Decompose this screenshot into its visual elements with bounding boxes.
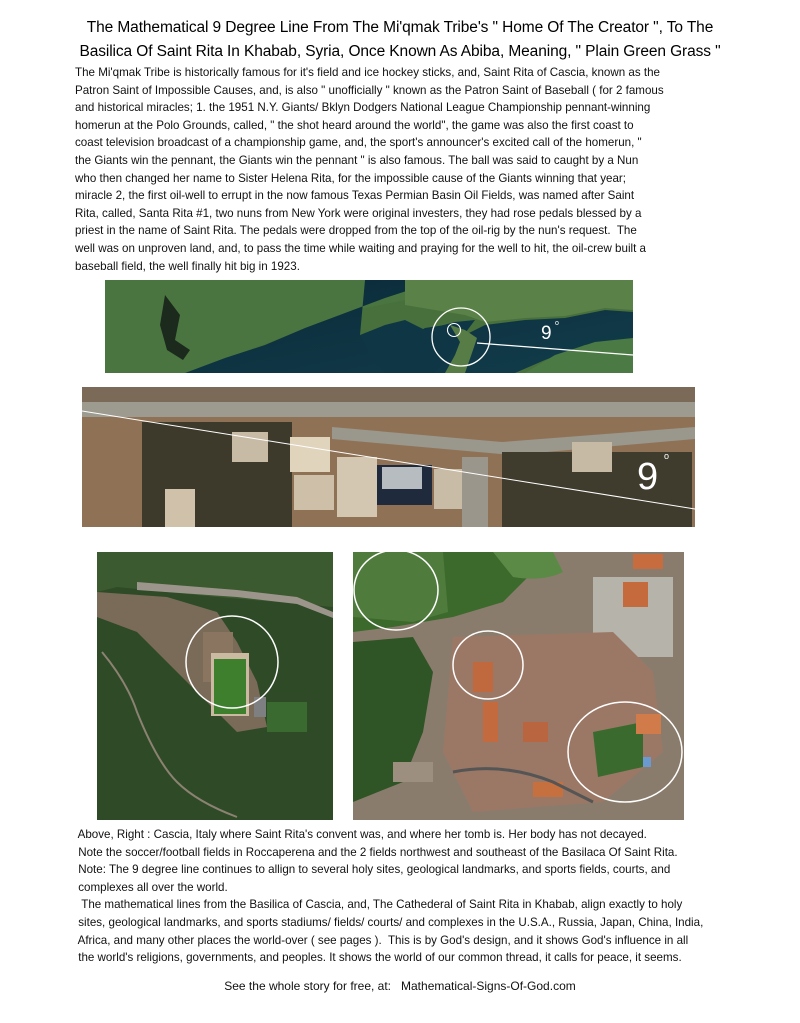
degree-label: 9 [541, 323, 552, 344]
notes-line: Africa, and many other places the world-over ( see pages ). This is by God's design, and it shows God's influence in all [75, 933, 689, 947]
notes-line: the world's religions, governments, and peoples. It shows the world of our common thread, it calls for peace, it seems. [75, 951, 682, 965]
footer-text: See the whole story for free, at: [224, 979, 392, 993]
title-line-1: The Mathematical 9 Degree Line From The Mi'qmak Tribe's " Home Of The Creator ", To The [86, 19, 714, 36]
satellite-photo-cascia [353, 552, 684, 820]
intro-line: homerun at the Polo Grounds, called, " the shot heard around the world", the game was also the first coast to [75, 118, 634, 132]
footer [0, 979, 800, 993]
intro-line: the Giants win the pennant, the Giants win the pennant " is also famous. The ball was said to caught by a Nun [75, 153, 639, 167]
intro-line: well was on unproven land, and, to pass the time while waiting and praying for the well to hit, the oil-crew built a [75, 241, 646, 255]
notes-paragraph [75, 826, 735, 967]
notes-line: Note the soccer/football fields in Roccaperena and the 2 fields northwest and southeast of the Basilaca Of Saint Rita. [75, 845, 678, 859]
intro-paragraph [75, 64, 735, 275]
notes-line: sites, geological landmarks, and sports stadiums/ fields/ courts/ and complexes in the U.S.A., Russia, Japan, China, India, [75, 915, 704, 929]
page-title [20, 16, 780, 64]
notes-line: complexes all over the world. [75, 880, 228, 894]
degree-symbol: o [664, 451, 670, 461]
satellite-photo-roccaperena [97, 552, 333, 820]
intro-line: who then changed her name to Sister Helena Rita, for the impossible cause of the Giants winning that year; [75, 171, 627, 185]
intro-line: Patron Saint of Impossible Causes, and, is also " unofficially " known as the Patron Saint of Baseball ( for 2 famous [75, 83, 664, 97]
satellite-map-khabab [82, 387, 695, 527]
intro-line: Rita, called, Santa Rita #1, two nuns from New York were original investers, they had rose pedals blessed by a [75, 206, 642, 220]
website-link[interactable]: Mathematical-Signs-Of-God.com [401, 979, 576, 993]
notes-line: Note: The 9 degree line continues to allign to several holy sites, geological landmarks, and sports fields, courts, and [75, 863, 671, 877]
satellite-map-miqmak [105, 280, 633, 373]
notes-line: Above, Right : Cascia, Italy where Saint Rita's convent was, and where her tomb is. Her body has not decayed. [75, 828, 647, 841]
intro-line: coast television broadcast of a championship game, and, the sport's announcer's excited call of the homerun, " [75, 136, 642, 150]
title-line-2: Basilica Of Saint Rita In Khabab, Syria, Once Known As Abiba, Meaning, " Plain Green Grass " [79, 43, 721, 60]
intro-line: and historical miracles; 1. the 1951 N.Y. Giants/ Bklyn Dodgers National League Championship pennant-winning [75, 101, 651, 115]
intro-line: priest in the name of Saint Rita. The pedals were dropped from the top of the oil-rig by the nun's request. The [75, 224, 637, 238]
intro-line: baseball field, the well finally hit big in 1923. [75, 259, 300, 273]
intro-line: The Mi'qmak Tribe is historically famous for it's field and ice hockey sticks, and, Saint Rita of Cascia, known as the [75, 66, 661, 79]
degree-symbol: o [555, 320, 559, 327]
degree-label: 9 [637, 456, 659, 498]
notes-line: The mathematical lines from the Basilica of Cascia, and, The Cathederal of Saint Rita in Khabab, align exactly to holy [75, 898, 683, 912]
intro-line: miracle 2, the first oil-well to errupt in the now famous Texas Permian Basin Oil Fields, was named after Saint [75, 189, 635, 203]
